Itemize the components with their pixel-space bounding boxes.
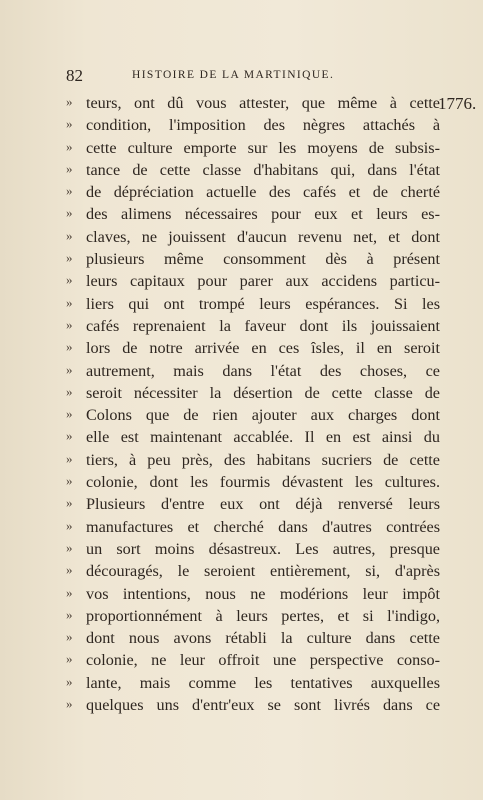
line-text: manufactures et cherché dans d'autres contrées xyxy=(86,517,440,536)
quote-mark: » xyxy=(66,696,73,712)
line-text: colonie, dont les fourmis dévastent les cultures. xyxy=(86,473,440,492)
text-line xyxy=(60,382,440,404)
line-text: dont nous avons rétabli la culture dans cette xyxy=(86,629,440,648)
quote-mark: » xyxy=(66,517,73,533)
quote-mark: » xyxy=(66,183,73,199)
line-text: des alimens nécessaires pour eux et leurs es- xyxy=(86,205,440,224)
quote-mark: » xyxy=(66,673,73,689)
body-text xyxy=(60,92,440,716)
line-text: Plusieurs d'entre eux ont déjà renversé leurs xyxy=(86,495,440,514)
quote-mark: » xyxy=(66,361,73,377)
line-text: elle est maintenant accablée. Il en est ainsi du xyxy=(86,428,440,447)
line-text: teurs, ont dû vous attester, que même à cette xyxy=(86,94,440,112)
text-line xyxy=(60,159,440,181)
text-line xyxy=(60,560,440,582)
text-line xyxy=(60,471,440,493)
quote-mark: » xyxy=(66,294,73,310)
running-title: HISTOIRE DE LA MARTINIQUE. xyxy=(132,69,335,81)
text-line xyxy=(60,270,440,292)
text-line xyxy=(60,694,440,716)
text-line xyxy=(60,426,440,448)
quote-mark: » xyxy=(66,606,73,622)
line-text: autrement, mais dans l'état des choses, ce xyxy=(86,361,440,380)
line-text: cafés reprenaient la faveur dont ils jouissaient xyxy=(86,316,440,335)
line-text: condition, l'imposition des nègres attachés à xyxy=(86,116,440,135)
line-text: découragés, le seroient entièrement, si, d'après xyxy=(86,562,440,581)
quote-mark: » xyxy=(66,450,73,466)
text-line xyxy=(60,248,440,270)
quote-mark: » xyxy=(66,562,73,578)
text-line xyxy=(60,114,440,136)
text-line xyxy=(60,649,440,671)
text-line xyxy=(60,181,440,203)
line-text: de dépréciation actuelle des cafés et de cherté xyxy=(86,183,440,202)
line-text: liers qui ont trompé leurs espérances. Si les xyxy=(86,294,440,313)
line-text: lors de notre arrivée en ces îsles, il en seroit xyxy=(86,339,440,358)
quote-mark: » xyxy=(66,495,73,511)
quote-mark: » xyxy=(66,138,73,154)
text-line xyxy=(60,538,440,560)
quote-mark: » xyxy=(66,629,73,645)
text-line xyxy=(60,449,440,471)
line-text: tance de cette classe d'habitans qui, dans l'état xyxy=(86,160,440,179)
line-text: leurs capitaux pour parer aux accidens particu- xyxy=(86,272,440,291)
text-line xyxy=(60,627,440,649)
quote-mark: » xyxy=(66,116,73,132)
line-text: cette culture emporte sur les moyens de subsis- xyxy=(86,138,440,157)
line-text: Colons que de rien ajouter aux charges dont xyxy=(86,406,440,425)
text-line xyxy=(60,92,440,114)
text-line xyxy=(60,293,440,315)
text-line xyxy=(60,315,440,337)
quote-mark: » xyxy=(66,339,73,355)
quote-mark: » xyxy=(66,428,73,444)
quote-mark: » xyxy=(66,94,73,109)
quote-mark: » xyxy=(66,383,73,399)
quote-mark: » xyxy=(66,160,73,176)
text-line xyxy=(60,360,440,382)
text-line xyxy=(60,583,440,605)
text-line xyxy=(60,226,440,248)
margin-year-note: 1776. xyxy=(438,94,477,113)
line-text: colonie, ne leur offroit une perspective conso- xyxy=(86,651,440,670)
line-text: lante, mais comme les tentatives auxquelles xyxy=(86,673,440,692)
text-line xyxy=(60,404,440,426)
line-text: vos intentions, nous ne modérions leur impôt xyxy=(86,584,440,603)
line-text: claves, ne jouissent d'aucun revenu net, et dont xyxy=(86,227,440,246)
text-line xyxy=(60,203,440,225)
quote-mark: » xyxy=(66,584,73,600)
line-text: quelques uns d'entr'eux se sont livrés dans ce xyxy=(86,696,440,715)
quote-mark: » xyxy=(66,473,73,489)
text-line xyxy=(60,337,440,359)
quote-mark: » xyxy=(66,205,73,221)
line-text: tiers, à peu près, des habitans sucriers de cette xyxy=(86,450,440,469)
quote-mark: » xyxy=(66,539,73,555)
line-text: plusieurs même consomment dès à présent xyxy=(86,250,440,269)
line-text: seroit nécessiter la désertion de cette classe de xyxy=(86,383,440,402)
quote-mark: » xyxy=(66,316,73,332)
text-line xyxy=(60,137,440,159)
quote-mark: » xyxy=(66,406,73,422)
quote-mark: » xyxy=(66,272,73,288)
text-line xyxy=(60,493,440,515)
quote-mark: » xyxy=(66,250,73,266)
text-line xyxy=(60,605,440,627)
running-head xyxy=(0,66,483,88)
line-text: un sort moins désastreux. Les autres, presque xyxy=(86,539,440,558)
quote-mark: » xyxy=(66,651,73,667)
page-number: 82 xyxy=(66,66,83,85)
text-line xyxy=(60,672,440,694)
line-text: proportionnément à leurs pertes, et si l'indigo, xyxy=(86,606,440,625)
text-line xyxy=(60,516,440,538)
quote-mark: » xyxy=(66,227,73,243)
